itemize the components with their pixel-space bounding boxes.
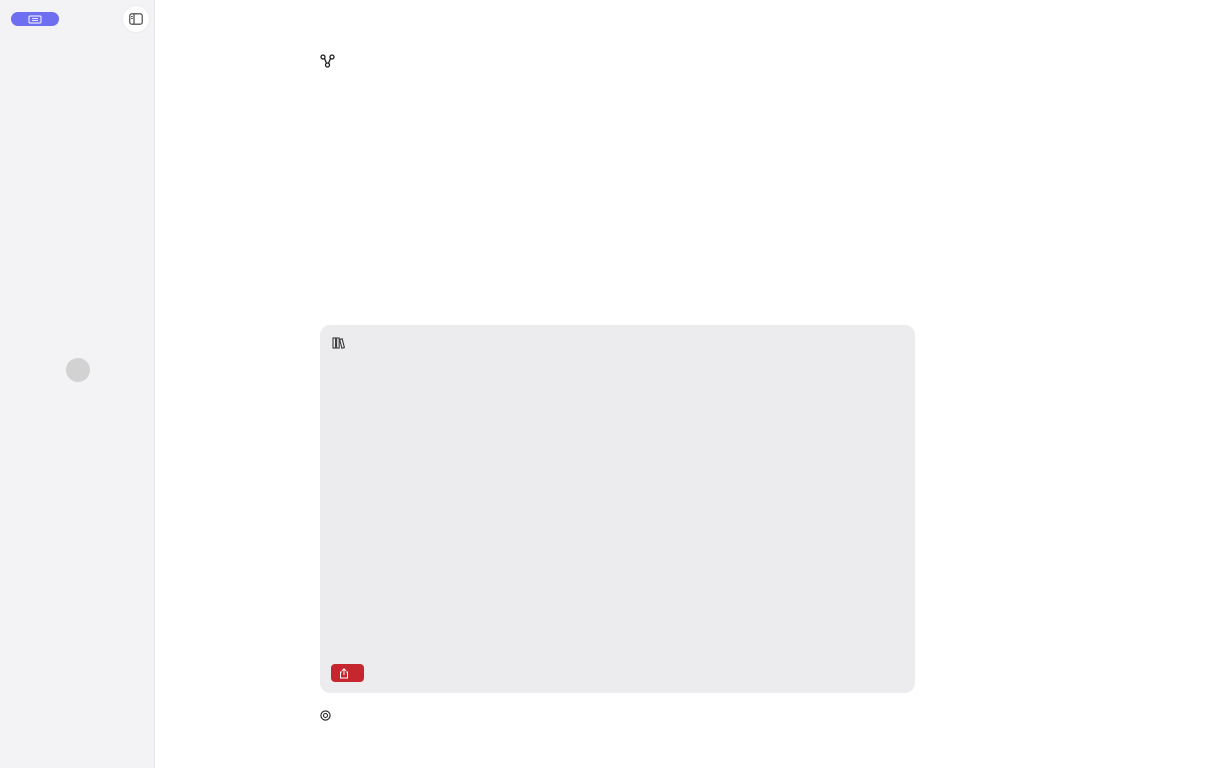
app-badge[interactable] xyxy=(11,12,59,26)
filter-target-icon xyxy=(320,710,331,721)
sidebar-toggle-icon xyxy=(129,13,143,25)
story-heading xyxy=(332,337,354,349)
share-story-button[interactable] xyxy=(331,664,364,682)
sidebar-top xyxy=(0,0,154,38)
sidebar xyxy=(0,0,155,768)
graph-icon xyxy=(320,54,335,68)
filter-heading xyxy=(320,710,337,721)
app-logo-icon xyxy=(28,15,42,24)
intro-heading xyxy=(320,54,343,68)
books-icon xyxy=(332,337,346,349)
filter-chips xyxy=(320,728,1060,745)
share-icon xyxy=(339,668,349,679)
sidebar-toggle-button[interactable] xyxy=(123,6,149,32)
mouse-cursor xyxy=(66,358,90,382)
collection-story-panel xyxy=(320,325,915,693)
